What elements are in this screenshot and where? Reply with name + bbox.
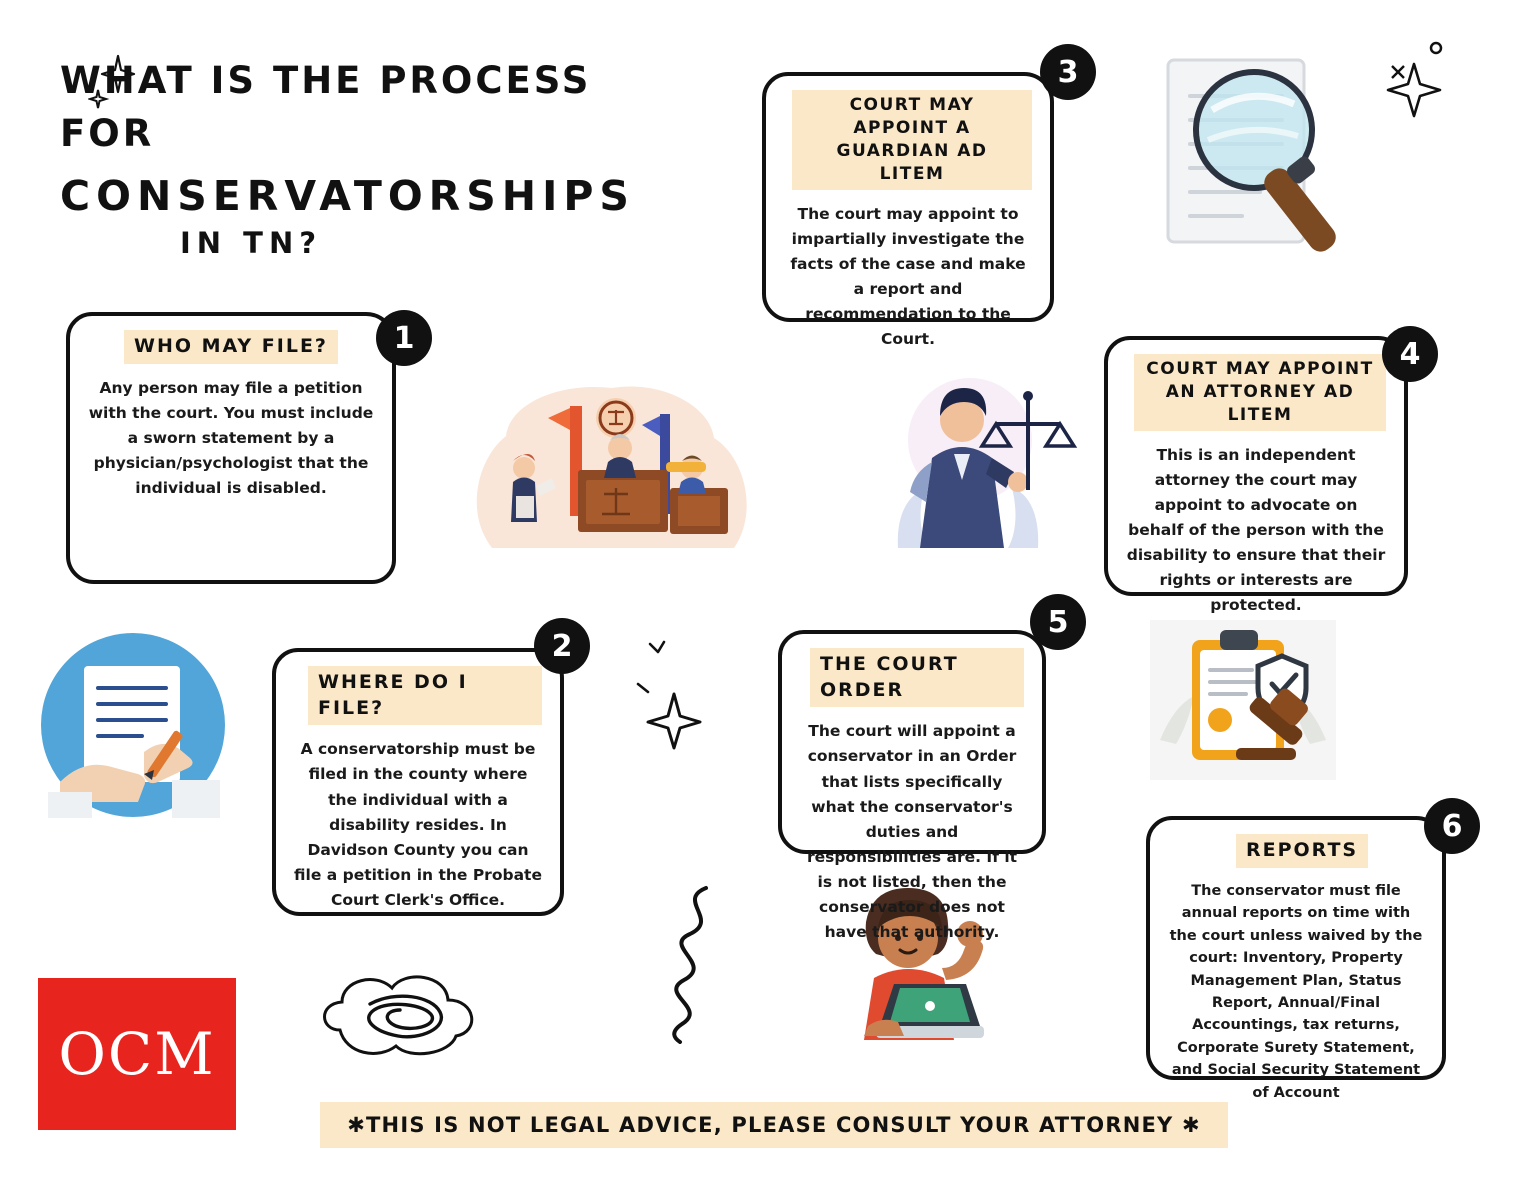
step-badge-4: 4: [1382, 326, 1438, 382]
step-card-1-title: WHO MAY FILE?: [124, 330, 338, 364]
step-card-5-body: The court will appoint a conservator in an Order that lists specifically what the conservator's duties and responsibilities are. If it is not listed, then the conservator does not have that authority.: [806, 722, 1018, 942]
step-card-3-body: The court may appoint to impartially investigate the facts of the case and make a report and recommendation to the Court.: [790, 204, 1026, 349]
step-card-4-body: This is an independent attorney the court may appoint to advocate on behalf of the person with the disability to ensure that their rights or interests are protected.: [1126, 445, 1386, 615]
step-badge-2: 2: [534, 618, 590, 674]
step-card-5-title: THE COURT ORDER: [810, 648, 1024, 707]
step-card-4: [1104, 336, 1408, 615]
ocm-logo: [38, 978, 236, 1130]
magnifying-glass-document-illustration: [1146, 44, 1416, 274]
page-title-line-1: WHAT IS THE PROCESS FOR: [60, 59, 592, 155]
step-card-6-body: The conservator must file annual reports on time with the court unless waived by the court: Inventory, Property Management Plan, Status Report, Annual/Final Accountings, tax returns, Corporate Surety Statement, and Social Security Statement of Account: [1169, 882, 1423, 1101]
disclaimer-banner: [320, 1102, 1228, 1148]
step-badge-1: 1: [376, 310, 432, 366]
hand-writing-document-illustration: [40, 632, 226, 818]
page-title: [60, 55, 680, 260]
sparkle-icon: [88, 50, 152, 112]
lady-justice-scales-illustration: [862, 362, 1092, 562]
step-card-6-title: REPORTS: [1236, 834, 1368, 868]
step-card-2-title: WHERE DO I FILE?: [308, 666, 542, 725]
step-badge-5: 5: [1030, 594, 1086, 650]
step-badge-6: 6: [1424, 798, 1480, 854]
step-card-1-body: Any person may file a petition with the court. You must include a sworn statement by a physician/psychologist that the individual is disabled.: [88, 378, 374, 498]
step-card-2-body: A conservatorship must be filed in the county where the individual with a disability resides. In Davidson County you can file a petition in the Probate Court Clerk's Office.: [294, 740, 542, 909]
page-title-line-2: CONSERVATORSHIPS: [60, 172, 635, 221]
scribble-cloud-doodle: [300, 958, 500, 1076]
step-card-3-title: COURT MAY APPOINT A GUARDIAN AD LITEM: [792, 90, 1032, 190]
sparkle-burst-icon: [630, 638, 718, 768]
step-card-2: [272, 648, 564, 916]
step-badge-3: 3: [1040, 44, 1096, 100]
step-card-4-title: COURT MAY APPOINT AN ATTORNEY AD LITEM: [1134, 354, 1386, 431]
step-card-3: [762, 72, 1054, 349]
ocm-logo-text: OCM: [58, 1020, 216, 1088]
page-title-line-3: IN TN?: [180, 226, 323, 261]
courtroom-illustration: [452, 362, 782, 562]
step-card-6: [1146, 816, 1446, 1101]
step-card-1: [66, 312, 396, 584]
squiggle-doodle: [648, 884, 738, 1044]
step-card-5: [778, 630, 1046, 942]
disclaimer-text: ✱THIS IS NOT LEGAL ADVICE, PLEASE CONSULT YOUR ATTORNEY ✱: [347, 1113, 1201, 1137]
clipboard-gavel-shield-illustration: [1150, 620, 1336, 780]
